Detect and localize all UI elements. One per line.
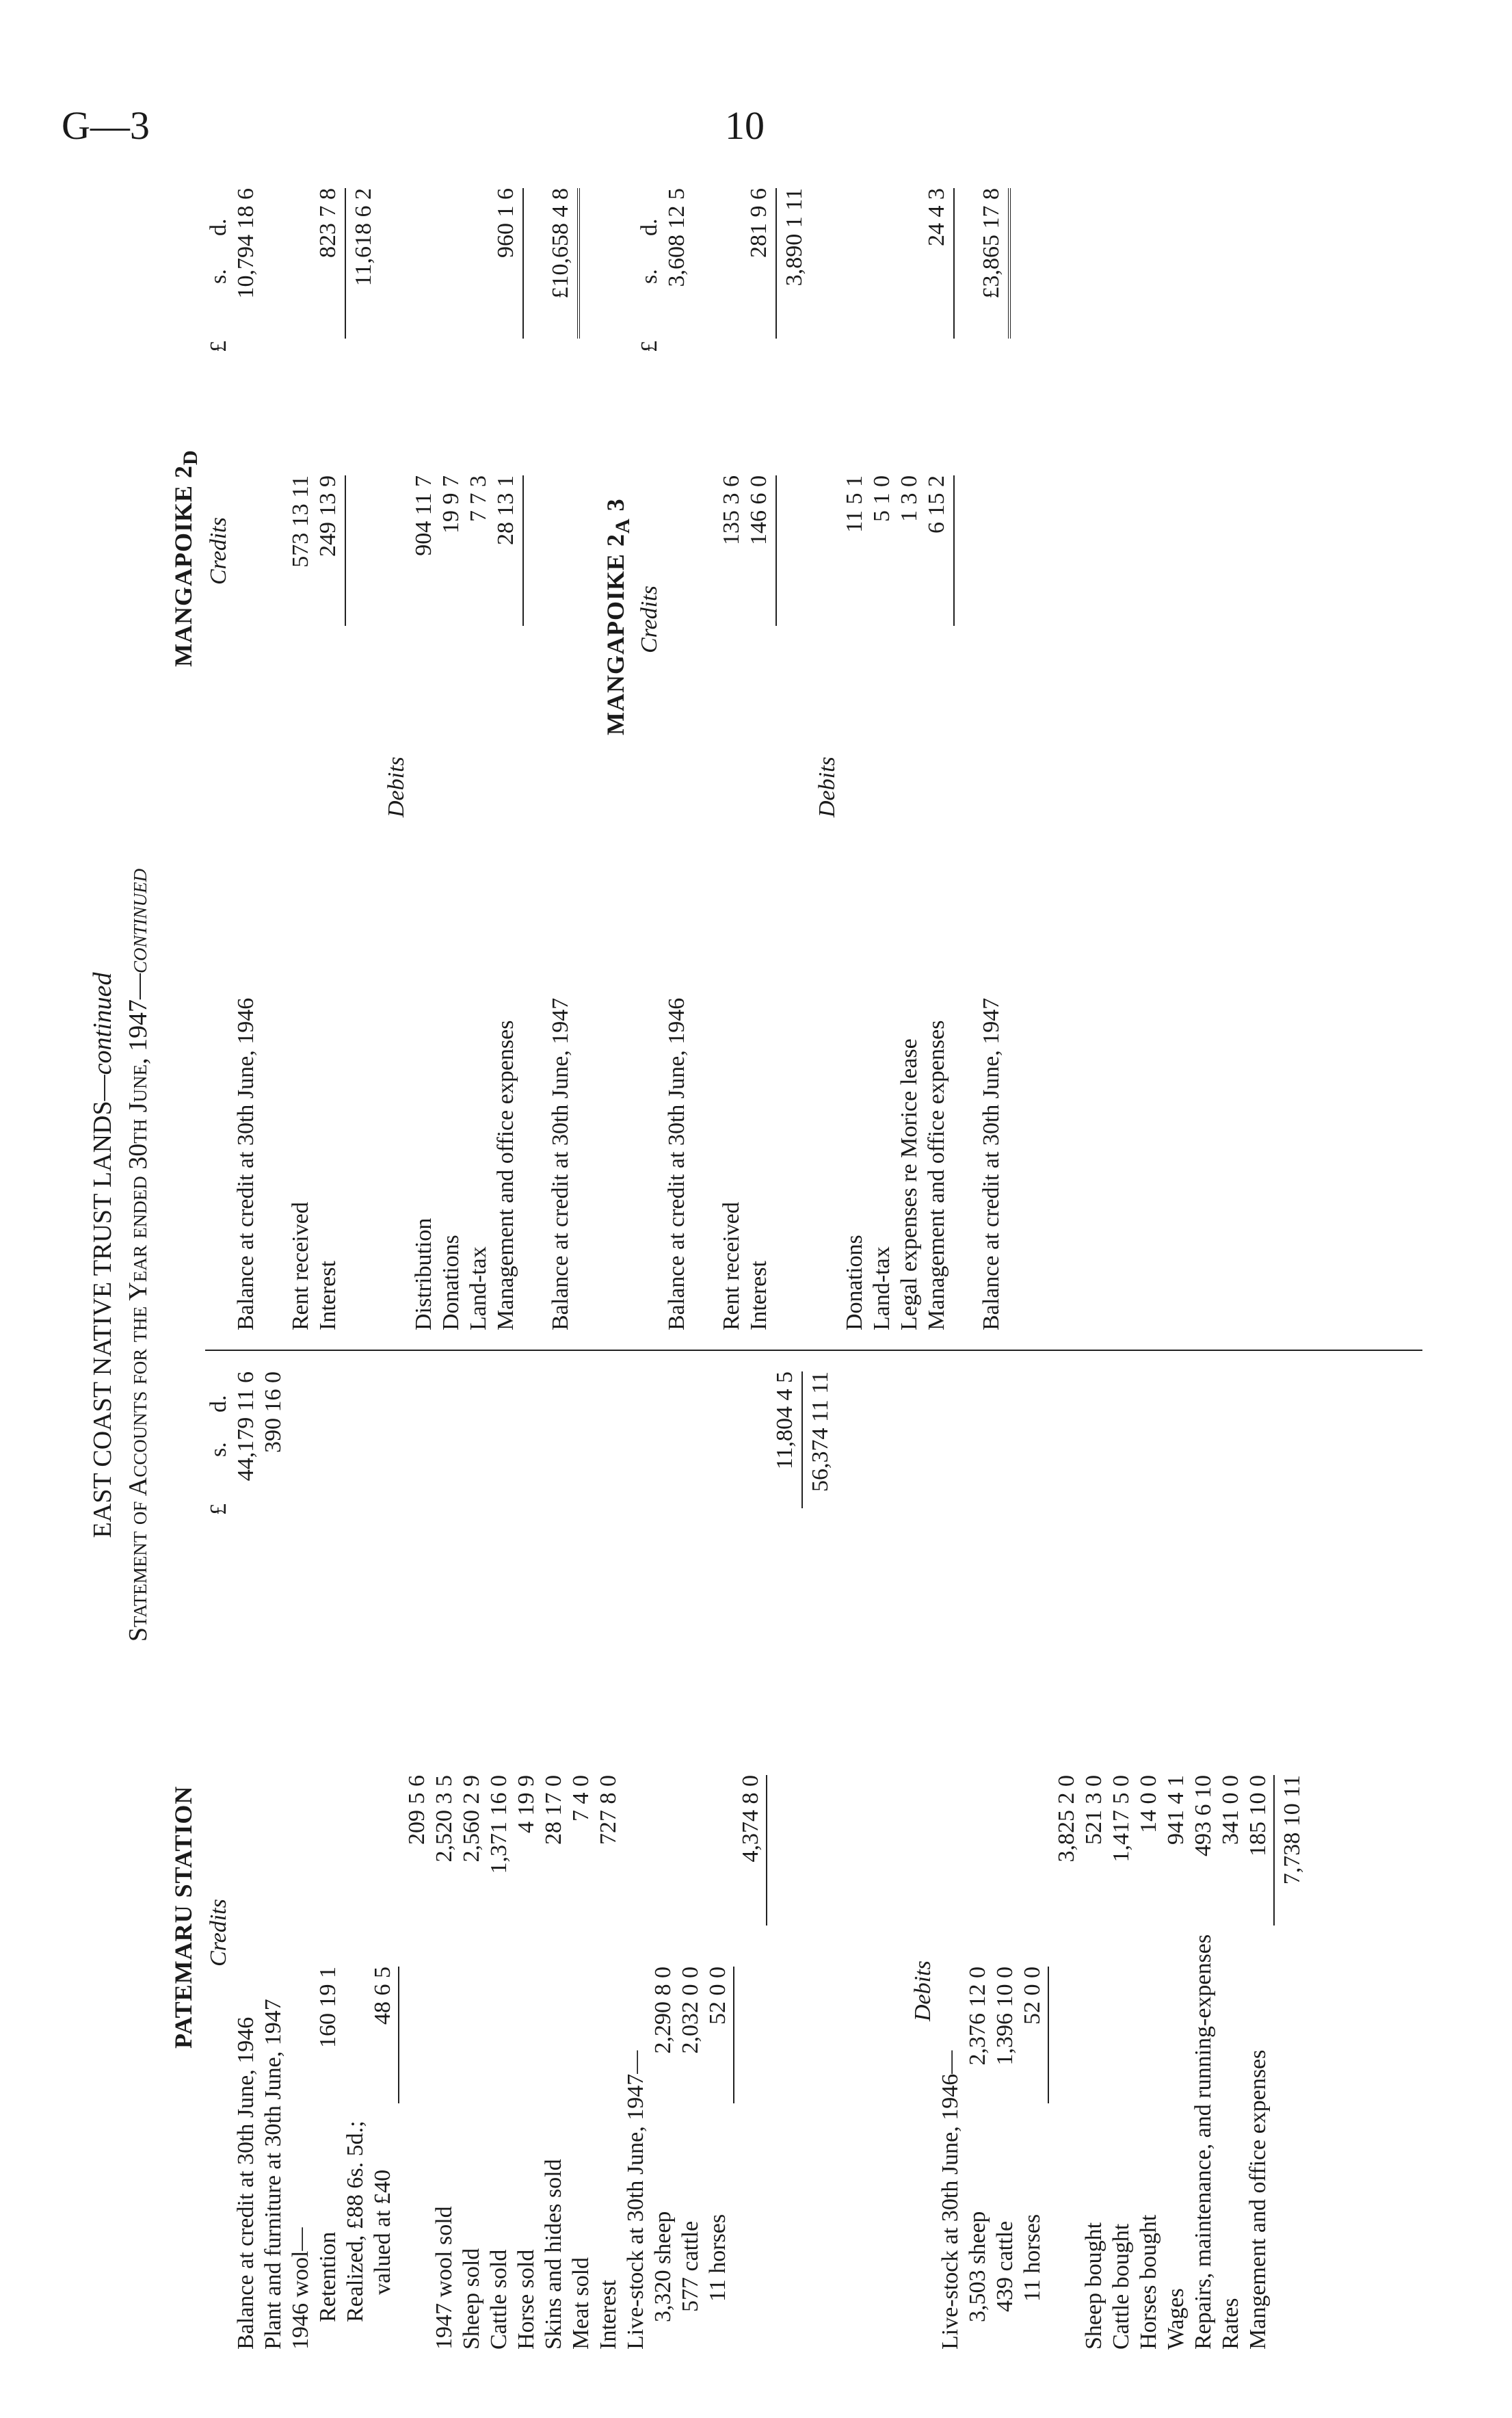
ls46-sheep-amt: 2,376 12 0 — [965, 1967, 990, 2066]
m2d-mgmt-sub: 960 1 6 — [493, 188, 518, 258]
wages-label: Wages — [1163, 2288, 1189, 2350]
rule — [577, 188, 580, 339]
mgmt-amt: 185 10 0 — [1245, 1775, 1271, 1856]
sheep-sold-label: Sheep sold — [459, 2248, 484, 2350]
page-ref: G—3 — [62, 103, 150, 148]
mgmt-label: Mangement and office expenses — [1245, 2049, 1271, 2350]
valued-amt: 48 6 5 — [370, 1967, 395, 2025]
ls46-horses-amt: 52 0 0 — [1020, 1967, 1045, 2025]
wool1946-sub: 209 5 6 — [404, 1775, 429, 1845]
title-line1: EAST COAST NATIVE TRUST LANDS—continued — [88, 972, 117, 1538]
meat-amt: 7 4 0 — [568, 1775, 594, 1822]
m2a3-donations-label: Donations — [842, 1235, 867, 1330]
rates-amt: 341 0 0 — [1218, 1775, 1243, 1845]
m2a3-credits-total: 3,890 1 11 — [782, 188, 807, 287]
m2d-interest-label: Interest — [315, 1261, 341, 1330]
col-s: s. — [206, 1442, 231, 1457]
valued-label: valued at £40 — [370, 2169, 395, 2295]
wages-amt: 941 4 1 — [1163, 1775, 1189, 1845]
m2a3-interest-amt: 146 6 0 — [746, 475, 771, 545]
rule — [345, 188, 346, 339]
rule — [766, 1775, 767, 1926]
rule — [733, 1967, 734, 2103]
m2d-bal1946-amt: 10,794 18 6 — [233, 188, 258, 299]
m2a3-mgmt-amt: 6 15 2 — [924, 475, 949, 534]
m2a3-bal1947-amt: £3,865 17 8 — [979, 188, 1004, 299]
m2a3-col-s: s. — [637, 269, 662, 284]
m2a3-landtax-label: Land-tax — [869, 1246, 894, 1330]
m2d-credits-label: Credits — [206, 517, 231, 585]
plant-label: Plant and furniture at 30th June, 1947 — [261, 1999, 286, 2350]
wool1946-label: 1946 wool— — [288, 2227, 313, 2350]
interest-amt: 727 8 0 — [596, 1775, 621, 1845]
m2a3-heading: MANGAPOIKE $2_A$ 3 — [602, 498, 635, 735]
ls47-sheep-label: 3,320 sheep — [650, 2211, 676, 2322]
cattle-bought-amt: 1,417 5 0 — [1109, 1775, 1134, 1863]
ls47-cattle-amt: 2,032 0 0 — [678, 1967, 703, 2054]
patemaru-heading: PATEMARU STATION — [170, 1785, 197, 2049]
ls47-total: 4,374 8 0 — [738, 1775, 763, 1863]
m2a3-bal1946-label: Balance at credit at 30th June, 1946 — [664, 997, 689, 1330]
cattle-sold-amt: 1,371 16 0 — [486, 1775, 512, 1874]
bal-1946-label: Balance at credit at 30th June, 1946 — [233, 2016, 258, 2350]
interest-label: Interest — [596, 2280, 621, 2350]
m2a3-donations-amt: 11 5 1 — [842, 475, 867, 533]
m2d-col-pound: £ — [206, 341, 231, 352]
m2a3-col-pound: £ — [637, 341, 662, 352]
ls1947-label: Live-stock at 30th June, 1947— — [623, 2050, 648, 2350]
horse-sold-amt: 4 19 9 — [514, 1775, 539, 1833]
m2d-interest-amt: 249 13 9 — [315, 475, 341, 557]
realized-label: Realized, £88 6s. 5d.; — [343, 2120, 368, 2322]
skins-label: Skins and hides sold — [541, 2159, 566, 2350]
m2a3-credits-label: Credits — [637, 586, 662, 653]
sheep-bought-amt: 521 3 0 — [1081, 1775, 1106, 1845]
ls47-horses-label: 11 horses — [705, 2213, 730, 2302]
m2a3-rent-label: Rent received — [719, 1202, 744, 1330]
rule — [522, 475, 524, 626]
m2a3-landtax-amt: 5 1 0 — [869, 475, 894, 522]
patemaru-credits-label: Credits — [206, 1899, 231, 1967]
retention-label: Retention — [315, 2231, 341, 2322]
debits-total: 7,738 10 11 — [1279, 1775, 1305, 1885]
m2a3-debits-label: Debits — [814, 757, 840, 817]
ls47-cattle-label: 577 cattle — [678, 2220, 703, 2312]
m2d-bal1947-amt: £10,658 4 8 — [548, 188, 573, 299]
wool1947-amt: 2,520 3 5 — [432, 1775, 457, 1863]
m2d-donations-label: Donations — [438, 1235, 464, 1330]
m2a3-bal1946-amt: 3,608 12 5 — [664, 188, 689, 287]
page-number: 10 — [725, 103, 765, 148]
repairs-label: Repairs, maintenance, and running-expenses — [1191, 1934, 1216, 2350]
rule — [1008, 188, 1011, 339]
m2d-heading: MANGAPOIKE $2_D$ — [170, 449, 202, 667]
m2a3-rent-amt: 135 3 6 — [719, 475, 744, 545]
rule — [953, 188, 955, 339]
m2d-interest-sub: 823 7 8 — [315, 188, 341, 258]
m2a3-interest-sub: 281 9 6 — [746, 188, 771, 258]
rule — [1273, 1775, 1275, 1926]
m2a3-mgmt-label: Management and office expenses — [924, 1020, 949, 1330]
patemaru-debits-label: Debits — [910, 1960, 936, 2021]
rule — [801, 1371, 803, 1508]
m2a3-legal-amt: 1 3 0 — [897, 475, 922, 522]
rotated-statement — [82, 147, 1443, 2363]
m2d-landtax-label: Land-tax — [466, 1246, 491, 1330]
sheep-bought-label: Sheep bought — [1081, 2222, 1106, 2350]
ls46-total: 3,825 2 0 — [1054, 1775, 1079, 1863]
meat-label: Meat sold — [568, 2257, 594, 2350]
ls46-horses-label: 11 horses — [1020, 2213, 1045, 2302]
rule — [775, 475, 777, 626]
ls46-sheep-label: 3,503 sheep — [965, 2211, 990, 2322]
m2d-distribution-label: Distribution — [411, 1218, 436, 1330]
m2a3-interest-label: Interest — [746, 1261, 771, 1330]
m2d-rent-label: Rent received — [288, 1202, 313, 1330]
horse-sold-label: Horse sold — [514, 2249, 539, 2350]
divider — [205, 1350, 1422, 1351]
m2a3-mgmt-sub: 24 4 3 — [924, 188, 949, 246]
col-d: d. — [206, 1395, 231, 1412]
m2d-donations-amt: 19 9 7 — [438, 475, 464, 534]
ls47-horses-amt: 52 0 0 — [705, 1967, 730, 2025]
rule — [1048, 1967, 1049, 2103]
m2d-col-d: d. — [206, 218, 231, 236]
rule — [953, 475, 955, 626]
col-pound: £ — [206, 1503, 231, 1515]
rule — [522, 188, 524, 339]
rule — [398, 1967, 399, 2103]
rule — [345, 475, 346, 626]
credits-sub: 11,804 4 5 — [772, 1371, 797, 1470]
sheep-sold-amt: 2,560 2 9 — [459, 1775, 484, 1863]
ls47-sheep-amt: 2,290 8 0 — [650, 1967, 676, 2054]
rule — [775, 188, 777, 339]
m2a3-bal1947-label: Balance at credit at 30th June, 1947 — [979, 997, 1004, 1330]
m2d-col-s: s. — [206, 269, 231, 284]
retention-amt: 160 19 1 — [315, 1967, 341, 2048]
horses-bought-label: Horses bought — [1136, 2214, 1161, 2350]
m2d-credits-total: 11,618 6 2 — [351, 188, 376, 287]
m2d-debits-label: Debits — [384, 757, 409, 817]
m2a3-col-d: d. — [637, 218, 662, 236]
horses-bought-amt: 14 0 0 — [1136, 1775, 1161, 1833]
m2d-rent-amt: 573 13 11 — [288, 475, 313, 568]
skins-amt: 28 17 0 — [541, 1775, 566, 1845]
m2d-bal1946-label: Balance at credit at 30th June, 1946 — [233, 997, 258, 1330]
ls1946-label: Live-stock at 30th June, 1946— — [938, 2050, 963, 2350]
cattle-bought-label: Cattle bought — [1109, 2223, 1134, 2350]
m2d-distribution-amt: 904 11 7 — [411, 475, 436, 556]
bal-1946-amt: 44,179 11 6 — [233, 1371, 258, 1482]
wool1947-label: 1947 wool sold — [432, 2206, 457, 2350]
ls46-cattle-amt: 1,396 10 0 — [992, 1967, 1018, 2066]
m2d-mgmt-label: Management and office expenses — [493, 1020, 518, 1330]
title-line2: Statement of Accounts for the Year ended 30th June, 1947—continued — [124, 868, 152, 1642]
m2a3-legal-label: Legal expenses re Morice lease — [897, 1038, 922, 1330]
cattle-sold-label: Cattle sold — [486, 2249, 512, 2350]
ls46-cattle-label: 439 cattle — [992, 2220, 1018, 2312]
repairs-amt: 493 6 10 — [1191, 1775, 1216, 1856]
m2d-mgmt-amt: 28 13 1 — [493, 475, 518, 545]
plant-amt: 390 16 0 — [261, 1371, 286, 1453]
m2d-bal1947-label: Balance at credit at 30th June, 1947 — [548, 997, 573, 1330]
rates-label: Rates — [1218, 2298, 1243, 2350]
m2d-landtax-amt: 7 7 3 — [466, 475, 491, 522]
credits-total: 56,374 11 11 — [808, 1371, 833, 1492]
